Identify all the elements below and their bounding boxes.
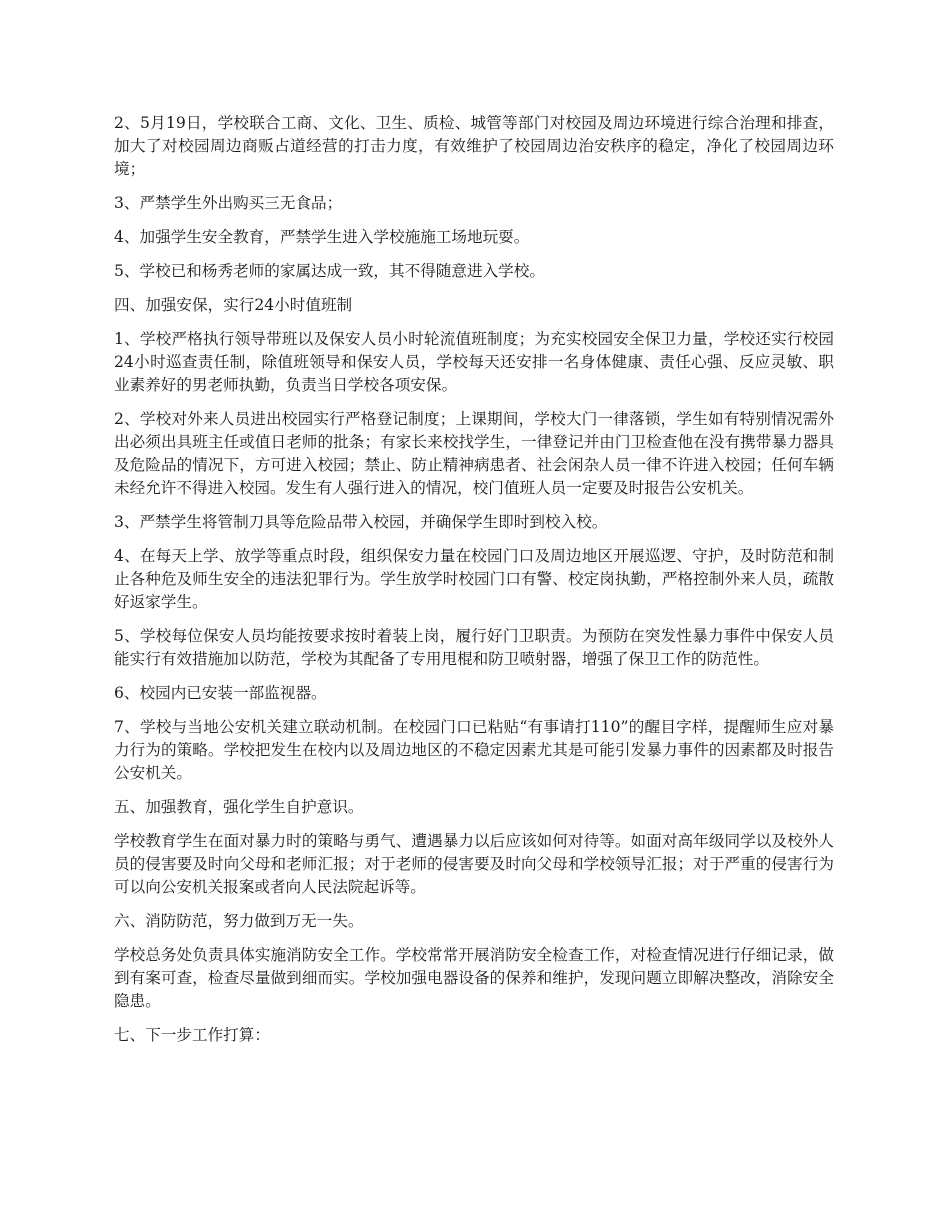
paragraph-item-4-safety-education: 4、加强学生安全教育，严禁学生进入学校施施工场地玩耍。: [114, 228, 530, 246]
paragraph-education: 学校教育学生在面对暴力时的策略与勇气、遭遇暴力以后应该如何对待等。如面对高年级同学以及校外人员的侵害要及时向父母和老师汇报；对于老师的侵害要及时向父母和学校领导汇报；对于严重的侵害行为可以向公安机关报案或者向人民法院起诉等。: [114, 832, 834, 896]
paragraph-item-3-weapons: 3、严禁学生将管制刀具等危险品带入校园，并确保学生即时到校入校。: [114, 513, 608, 531]
section-heading-6: 六、消防防范，努力做到万无一失。: [114, 912, 364, 930]
section-heading-7: 七、下一步工作打算：: [114, 1026, 270, 1044]
paragraph-item-6-monitor: 6、校园内已安装一部监视器。: [114, 684, 327, 702]
paragraph-item-5-guards: 5、学校每位保安人员均能按要求按时着装上岗，履行好门卫职责。为预防在突发性暴力事件中保安人员能实行有效措施加以防范，学校为其配备了专用甩棍和防卫喷射器，增强了保卫工作的防范性。: [114, 627, 834, 668]
paragraph-fire-safety: 学校总务处负责具体实施消防安全工作。学校常常开展消防安全检查工作，对检查情况进行仔细记录，做到有案可查，检查尽量做到细而实。学校加强电器设备的保养和维护，发现问题立即解决整改，消除安全隐患。: [114, 946, 834, 1010]
paragraph-item-7-police: 7、学校与当地公安机关建立联动机制。在校园门口已粘贴“有事请打110”的醒目字样，提醒师生应对暴力行为的策略。学校把发生在校内以及周边地区的不稳定因素尤其是可能引发暴力事件的因素都及时报告公安机关。: [114, 718, 834, 782]
paragraph-item-2-visitors: 2、学校对外来人员进出校园实行严格登记制度；上课期间，学校大门一律落锁，学生如有特别情况需外出必须出具班主任或值日老师的批条；有家长来校找学生，一律登记并由门卫检查他在没有携带暴力器具及危险品的情况下，方可进入校园；禁止、防止精神病患者、社会闲杂人员一律不许进入校园；任何车辆未经允许不得进入校园。发生有人强行进入的情况，校门值班人员一定要及时报告公安机关。: [114, 410, 834, 497]
paragraph-item-2-may-19: 2、5月19日，学校联合工商、文化、卫生、质检、城管等部门对校园及周边环境进行综合治理和排查，加大了对校园周边商贩占道经营的打击力度，有效维护了校园周边治安秩序的稳定，净化了校园周边环境；: [114, 114, 834, 178]
section-heading-4: 四、加强安保，实行24小时值班制: [114, 296, 353, 314]
paragraph-item-1-duty: 1、学校严格执行领导带班以及保安人员小时轮流值班制度；为充实校园安全保卫力量，学校还实行校园24小时巡查责任制，除值班领导和保安人员，学校每天还安排一名身体健康、责任心强、反应灵敏、职业素养好的男老师执勤，负责当日学校各项安保。: [114, 330, 834, 394]
paragraph-item-3-food: 3、严禁学生外出购买三无食品；: [114, 194, 343, 212]
section-heading-5: 五、加强教育，强化学生自护意识。: [114, 798, 364, 816]
paragraph-item-5-family: 5、学校已和杨秀老师的家属达成一致，其不得随意进入学校。: [114, 262, 545, 280]
paragraph-item-4-patrol: 4、在每天上学、放学等重点时段，组织保安力量在校园门口及周边地区开展巡逻、守护，及时防范和制止各种危及师生安全的违法犯罪行为。学生放学时校园门口有警、校定岗执勤，严格控制外来人员，疏散好返家学生。: [114, 547, 834, 611]
document-body: [114, 112, 834, 1058]
